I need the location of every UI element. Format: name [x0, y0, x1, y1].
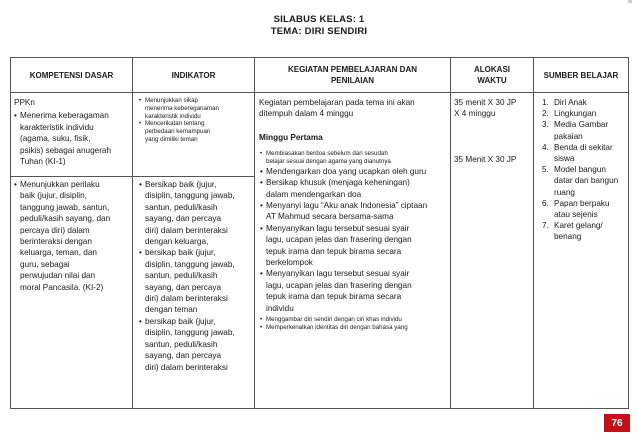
indikator-item-line: disiplin, tanggung jawab, [145, 259, 235, 269]
header-alokasi-line1: ALOKASI [474, 65, 510, 74]
sumber-belajar-line: siswa [554, 154, 575, 164]
alokasi-line-2: X 4 minggu [454, 109, 496, 119]
indikator-item [138, 120, 251, 143]
sumber-belajar-line: ruang [554, 187, 575, 197]
page-number-badge: 76 [604, 414, 630, 432]
sumber-belajar-item [540, 142, 625, 164]
kd-text-line: karakteristik individu [20, 122, 94, 132]
indikator-item-line: disiplin, tanggung jawab, [145, 191, 235, 201]
kg-activity-item-line: individu [266, 303, 294, 313]
kg-activity-item [259, 166, 447, 177]
indikator-list-1 [138, 97, 251, 144]
cell-kompetensi-dasar [11, 93, 133, 409]
indikator-item-line: perbedaan kemampuan [145, 128, 211, 136]
kg-activity-item-line: AT Mahmud secara bersama-sama [266, 212, 394, 222]
indikator-item-line: • bersikap baik (jujur, [145, 316, 216, 326]
sumber-belajar-list [540, 97, 625, 243]
kg-activity-item-line: lagu, ucapan jelas dan frasering dengan [266, 235, 412, 245]
kd-text-line: berinteraksi dengan [20, 237, 92, 247]
kg-activity-item [259, 223, 447, 269]
indikator-item-line: menerima kebereganaman [145, 104, 219, 112]
kg-activity-item-line: • Menyanyikan lagu tersebut sesuai syair [266, 223, 410, 233]
indikator-item [138, 179, 251, 247]
indikator-item-line: karakteristik individu [145, 112, 201, 120]
kd-text-line: perwujudan nilai dan [20, 271, 96, 281]
kg-activity-item-line: lagu, ucapan jelas dan frasering dengan [266, 280, 412, 290]
list-number: 3. [542, 120, 549, 130]
indikator-item-line: • Bersikap baik (jujur, [145, 180, 217, 189]
indikator-item-line: diri) dalam berinteraksi [145, 294, 228, 304]
header-alokasi-line2: WAKTU [477, 76, 507, 85]
cell-indikator [133, 93, 255, 409]
kg-activity-list [259, 166, 447, 314]
kg-intro-1: Kegiatan pembelajaran pada tema ini akan [259, 98, 415, 107]
indikator-item-line: dengan teman [145, 305, 198, 315]
kg-small-list-1 [259, 150, 447, 166]
kd-text-line: peduli/kasih sayang, dan [20, 214, 111, 224]
sumber-belajar-line: Karet gelang/ [554, 221, 603, 231]
kg-small-item-line: belajar sesuai dengan agama yang dianutnya [266, 158, 391, 166]
alokasi-line-3: 35 Menit X 30 JP [454, 154, 517, 164]
sumber-belajar-line: Lingkungan [554, 109, 597, 119]
header-sumber-belajar: SUMBER BELAJAR [534, 58, 629, 93]
list-number: 5. [542, 165, 549, 175]
kg-activity-item-line: • Mendengarkan doa yang ucapkan oleh guru [266, 166, 427, 176]
list-number: 7. [542, 221, 549, 231]
sumber-belajar-line: Papan berpaku [554, 198, 610, 208]
kg-small-item: • Menggambar diri sendiri dengan ciri khas individu [259, 316, 447, 324]
kg-activity-item [259, 177, 447, 200]
indikator-item-line: santun, peduli/kasih [145, 339, 218, 349]
indikator-item-line: • Mencerikatan tentang [145, 120, 205, 128]
alokasi-line-1: 35 menit X 30 JP [454, 98, 517, 107]
indikator-item-line: diri) dalam berinteraksi [145, 225, 228, 235]
list-number: 2. [542, 109, 549, 119]
kd-text-line: percaya diri) dalam [20, 225, 90, 235]
kg-activity-item-line: tepuk irama dan tepuk birama secara [266, 292, 402, 302]
sumber-belajar-item [540, 119, 625, 141]
kd-text-line: tanggung jawab, santun, [20, 202, 110, 212]
title-theme: TEMA: DIRI SENDIRI [270, 26, 368, 37]
kg-activity-item-line: • Menyanyikan lagu tersebut sesuai syair [266, 269, 410, 279]
cell-sumber-belajar [534, 93, 629, 409]
corner-mark [628, 0, 632, 3]
cell-kegiatan [255, 93, 451, 409]
list-number: 1. [542, 98, 549, 107]
kg-activity-item [259, 268, 447, 314]
kd-text-line: Tuhan (KI-1) [20, 157, 66, 167]
sumber-belajar-line: Diri Anak [554, 98, 587, 107]
kg-week-heading: Minggu Pertama [259, 132, 323, 142]
header-alokasi [451, 58, 534, 93]
sumber-belajar-item [540, 198, 625, 220]
indikator-item-line: sayang, dan percaya [145, 351, 222, 361]
kg-activity-item-line: dalam mendengarkan doa [266, 189, 362, 199]
list-number: 4. [542, 142, 549, 152]
indikator-item-line: • bersikap baik (jujur, [145, 248, 216, 258]
kg-intro-2: ditempuh dalam 4 minggu [259, 109, 354, 119]
indikator-item-line: sayang, dan percaya [145, 214, 222, 224]
document-titles [0, 14, 638, 38]
title-class: SILABUS KELAS: 1 [273, 14, 365, 25]
indikator-item-line: sayang, dan percaya [145, 282, 222, 292]
header-kegiatan-line1: KEGIATAN PEMBELAJARAN DAN [287, 65, 418, 74]
sumber-belajar-item [540, 220, 625, 242]
sumber-belajar-item [540, 108, 625, 119]
kg-small-item [259, 150, 447, 166]
kg-activity-item-line: tepuk irama dan tepuk birama secara [266, 246, 402, 256]
indikator-item-line: dengan keluarga, [145, 237, 209, 247]
kg-activity-item-line: • Menyanyi lagu “Aku anak Indonesia” ciptaan [266, 201, 428, 211]
kd-text-line: baik (jujur, disiplin, [20, 191, 87, 201]
list-number: 6. [542, 198, 549, 208]
kd-text-line: Menerima keberagaman [20, 111, 109, 121]
sumber-belajar-line: datar dan bangun [554, 176, 619, 186]
cell-alokasi [451, 93, 534, 409]
sumber-belajar-item [540, 97, 625, 108]
kg-small-list-2 [259, 316, 447, 332]
kd-text-line: Menunjukkan perilaku [20, 180, 100, 189]
syllabus-table [10, 57, 629, 409]
sumber-belajar-line: Media Gambar [554, 120, 609, 130]
indikator-item [138, 97, 251, 120]
kg-activity-item [259, 200, 447, 223]
header-kegiatan-line2: PENILAIAN [330, 76, 375, 85]
sumber-belajar-line: benang [554, 232, 582, 242]
sumber-belajar-line: Benda di sekitar [554, 142, 613, 152]
kd-subject: PPKn [14, 98, 35, 107]
indikator-item-line: yang dimiliki teman [145, 135, 198, 143]
kd-item-2: • Menunjukkan perilaku baik (jujur, disiplin, tanggung jawab, santun, peduli/kasih sayang, dan percaya diri) dalam berinteraksi dengan keluarga, teman, dan guru, sebagai perwujudan nilai dan moral Pancasila. (KI-2) [14, 179, 129, 293]
indikator-item [138, 247, 251, 315]
indikator-item [138, 316, 251, 373]
header-kompetensi-dasar: KOMPETENSI DASAR [11, 58, 133, 93]
kg-small-item-line: • Membiasakan berdoa sebelum dan sesudah [266, 150, 388, 158]
indikator-list-2 [138, 179, 251, 373]
table-row [11, 93, 629, 409]
kd-item-1: • Menerima keberagaman karakteristik individu (agama, suku, fisik, psikis) sebagai anugerah Tuhan (KI-1) [14, 110, 129, 167]
header-indikator: INDIKATOR [133, 58, 255, 93]
header-kegiatan [255, 58, 451, 93]
sumber-belajar-line: pakaian [554, 131, 583, 141]
indikator-item-line: • Menunjukkan sikap [145, 97, 198, 104]
kg-activity-item-line: berkelompok [266, 258, 313, 268]
kd-text-line: psikis) sebagai anugerah [20, 145, 112, 155]
indikator-item-line: disiplin, tanggung jawab, [145, 328, 235, 338]
kg-activity-item-line: • Bersikap khusuk (menjaga keheningan) [266, 178, 410, 188]
indikator-item-line: diri) dalam berinteraksi [145, 362, 228, 372]
sumber-belajar-line: Model bangun [554, 165, 606, 175]
kd-text-line: keluarga, teman, dan [20, 248, 97, 258]
indikator-item-line: santun, peduli/kasih [145, 271, 218, 281]
kd-text-line: moral Pancasila. (KI-2) [20, 282, 104, 292]
table-header-row [11, 58, 629, 93]
indikator-item-line: santun, peduli/kasih [145, 202, 218, 212]
kd-text-line: guru, sebagai [20, 259, 70, 269]
kg-small-item: • Memperkenalkan identitas diri dengan bahasa yang [259, 324, 447, 332]
kd-text-line: (agama, suku, fisik, [20, 134, 91, 144]
sumber-belajar-line: atau sejenis [554, 210, 598, 220]
sumber-belajar-item [540, 164, 625, 198]
